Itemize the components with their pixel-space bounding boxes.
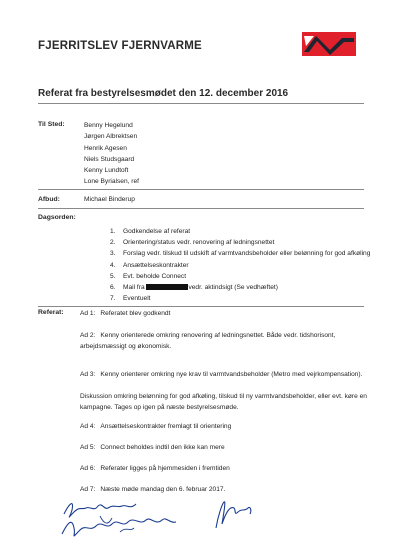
minute-item: Ad 3: Kenny orienterer omkring nye krav til varmtvandsbeholder (Metro med vejrkompensation). (80, 371, 363, 378)
attendee-name: Henrik Agesen (84, 144, 127, 152)
company-logo (300, 28, 358, 60)
redaction-bar (146, 284, 188, 290)
minute-note: Diskussion omkring belønning for god afkøling, tilskud til ny varmtvandsbeholder, eller evt. køre en kampagne. Tages op igen på næste bestyrelsesmøde. (80, 393, 367, 411)
absent-label: Afbud: (38, 196, 60, 203)
agenda-label: Dagsorden: (38, 214, 76, 221)
agenda-item: 6. Mail fra vedr. aktindsigt (Se vedhæftet) (110, 284, 278, 292)
agenda-item: 7. Eventuelt (110, 295, 151, 303)
minutes-label: Referat: (38, 309, 64, 316)
agenda-item: 1. Godkendelse af referat (110, 228, 191, 235)
absent-rule (38, 208, 364, 209)
agenda-item: 4. Ansættelseskontrakter (110, 261, 189, 269)
attendee-name: Benny Hegelund (84, 122, 133, 129)
agenda-rule (38, 306, 364, 307)
attendee-name: Niels Studsgaard (84, 155, 135, 163)
company-name: FJERRITSLEV FJERNVARME (38, 40, 202, 52)
attendee-name: Jørgen Albrektsen (84, 133, 138, 141)
attendee-name: Kenny Lundtoft (84, 167, 129, 175)
minute-item: Ad 4: Ansættelseskontrakter fremlagt til orientering (80, 423, 232, 430)
title-rule (38, 103, 364, 104)
agenda-list (110, 226, 370, 304)
minute-item: Ad 5: Connect beholdes indtil den ikke kan mere (80, 444, 225, 451)
attendees-label: Til Sted: (38, 121, 65, 128)
minute-item: Ad 6: Referater ligges på hjemmesiden i fremtiden (80, 465, 230, 472)
agenda-item: 3. Forslag vedr. tilskud til udskift af varmtvandsbeholder eller belønning for god afkøling (110, 250, 371, 258)
attendee-name: Lone Byrialsen, ref (84, 178, 139, 186)
agenda-item: 5. Evt. beholde Connect (110, 272, 187, 280)
absent-name: Michael Binderup (84, 196, 135, 203)
minute-item: Ad 1: Referatet blev godkendt (80, 310, 171, 317)
attendees-list (84, 120, 139, 188)
minute-item: Ad 2: Kenny orienterede omkring renovering af ledningsnettet. Både vedr. tidshorisont, arbejdsmæssigt og økonomisk. (80, 332, 336, 350)
minute-item: Ad 7: Næste møde mandag den 6. februar 2017. (80, 486, 226, 493)
handwritten-signature (212, 498, 254, 534)
document-title: Referat fra bestyrelsesmødet den 12. december 2016 (38, 88, 289, 99)
attendees-rule (38, 189, 364, 190)
agenda-item: 2. Orientering/status vedr. renovering af ledningsnettet (110, 239, 275, 247)
